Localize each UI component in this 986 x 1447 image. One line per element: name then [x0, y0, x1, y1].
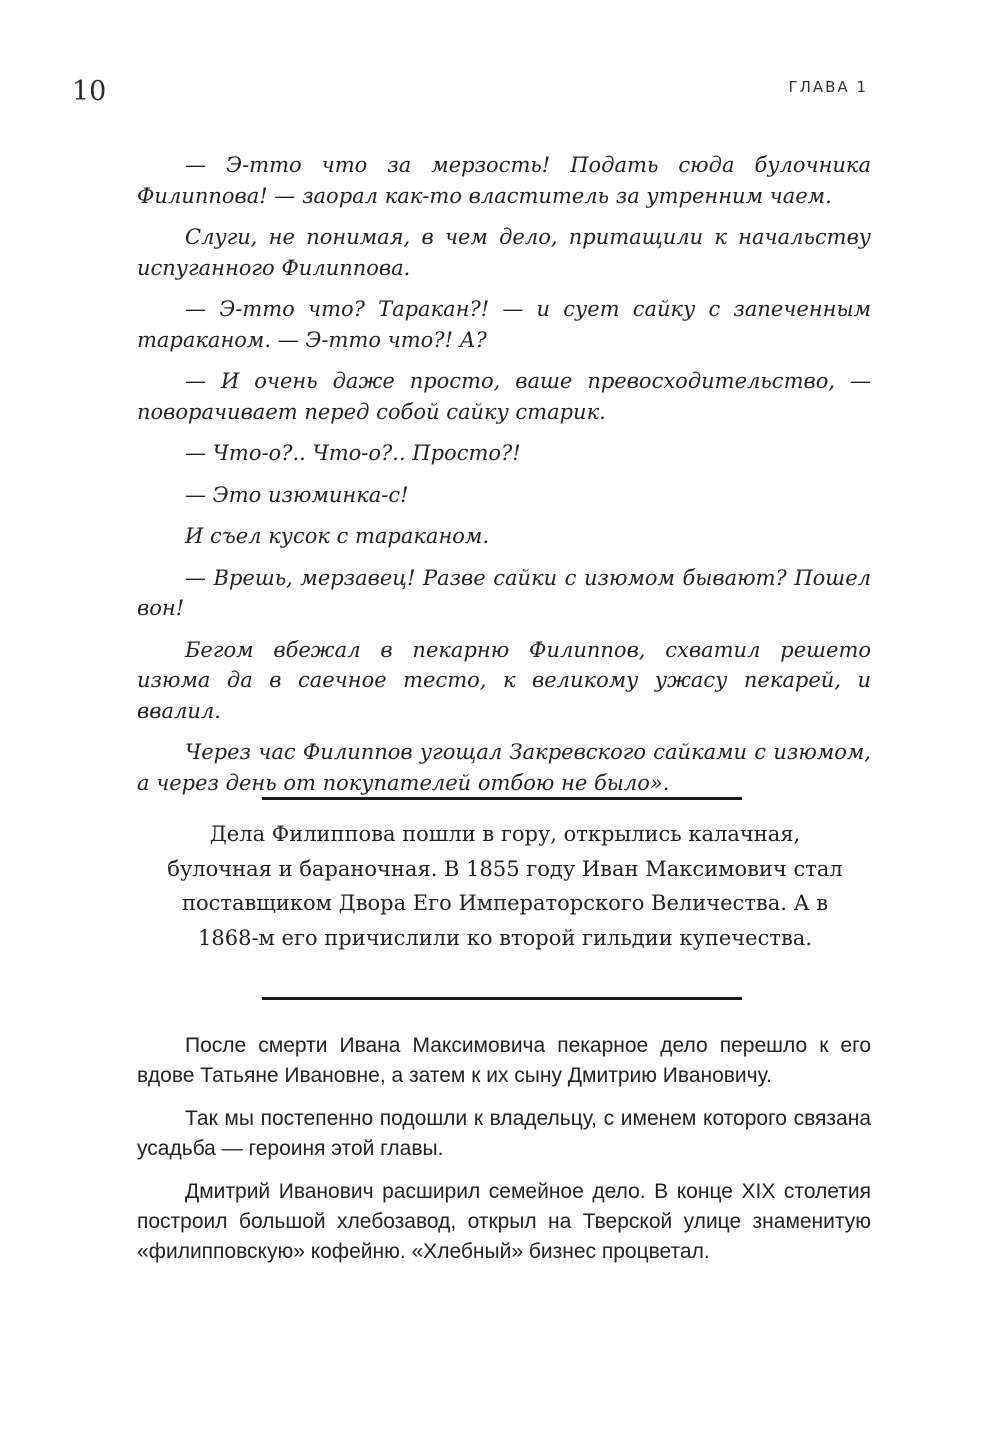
- body-paragraph: После смерти Ивана Максимовича пекарное дело перешло к его вдове Татьяне Ивановне, а затем к их сыну Дмитрию Ивановичу.: [137, 1034, 871, 1087]
- page-number: 10: [72, 76, 107, 107]
- body-paragraph: Так мы постепенно подошли к владельцу, с именем которого связана усадьба — героиня этой главы.: [137, 1107, 871, 1160]
- quote-paragraph: — Врешь, мерзавец! Разве сайки с изюмом бывают? Пошел вон!: [137, 565, 871, 620]
- running-head: ГЛАВА 1: [788, 78, 868, 96]
- quoted-story: [137, 150, 871, 809]
- callout-text: Дела Филиппова пошли в гору, открылись калачная, булочная и бараночная. В 1855 году Иван Максимович стал поставщиком Двора Его Императорского Величества. А в 1868-м его причислили ко второй гильдии купечества.: [167, 822, 843, 950]
- body-paragraph: Дмитрий Иванович расширил семейное дело. В конце XIX столетия построил большой хлебозавод, открыл на Тверской улице знаменитую «филипповскую» кофейню. «Хлебный» бизнес процветал.: [137, 1180, 871, 1263]
- quote-paragraph: — Это изюминка-с!: [185, 482, 409, 507]
- body-text: [137, 1031, 871, 1280]
- quote-paragraph: — Э-тто что за мерзость! Подать сюда булочника Филиппова! — заорал как-то властитель за утренним чаем.: [137, 153, 871, 208]
- quote-paragraph: — И очень даже просто, ваше превосходительство, — поворачивает перед собой сайку старик.: [137, 369, 871, 424]
- quote-paragraph: — Э-тто что? Таракан?! — и сует сайку с запеченным тараканом. — Э-тто что?! А?: [137, 297, 871, 352]
- quote-paragraph: Через час Филиппов угощал Закревского сайками с изюмом, а через день от покупателей отбою не было».: [137, 740, 871, 795]
- callout-top-rule: [262, 797, 742, 800]
- quote-paragraph: И съел кусок с тараканом.: [185, 524, 490, 548]
- quote-paragraph: Слуги, не понимая, в чем дело, притащили к начальству испуганного Филиппова.: [137, 225, 871, 280]
- quote-paragraph: — Что-о?.. Что-о?.. Просто?!: [185, 441, 521, 465]
- quote-paragraph: Бегом вбежал в пекарню Филиппов, схватил решето изюма да в саечное тесто, к великому ужасу пекарей, и ввалил.: [137, 637, 871, 723]
- callout-bottom-rule: [262, 997, 742, 1000]
